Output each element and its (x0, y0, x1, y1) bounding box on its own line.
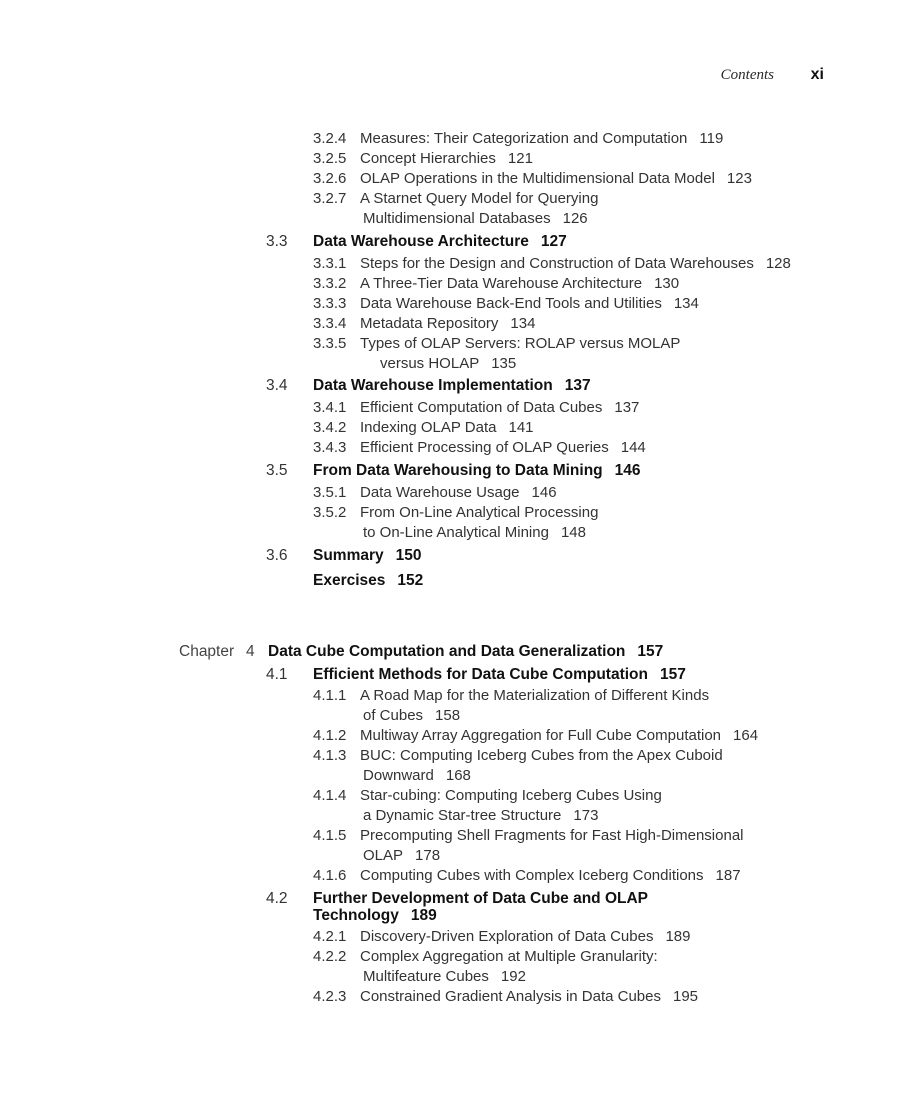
toc-entry-number: 3.4.1 (313, 399, 347, 416)
toc-entry-title: Discovery-Driven Exploration of Data Cubes (360, 928, 654, 945)
toc-entry-title: Data Warehouse Usage (360, 484, 520, 501)
toc-entry-title: Concept Hierarchies (360, 150, 496, 167)
toc-entry-page: 137 (614, 399, 640, 416)
toc-entry-number: 3.5.2 (313, 504, 347, 521)
toc-entry-number: 3.2.4 (313, 130, 347, 147)
toc-entry-title: Summary (313, 547, 384, 564)
toc-entry-page: 121 (507, 150, 533, 167)
toc-entry-number: 3.2.6 (313, 170, 347, 187)
toc-entry-title: Complex Aggregation at Multiple Granularity: (360, 948, 658, 965)
toc-entry-title-cont: Technology (313, 907, 399, 924)
toc-entry-title-cont: a Dynamic Star-tree Structure (363, 807, 562, 824)
toc-entry-number: 4.1.4 (313, 787, 347, 804)
toc-entry-number: 4.1.2 (313, 727, 347, 744)
chapter-label: Chapter (179, 643, 235, 660)
toc-entry-number: 3.2.7 (313, 190, 347, 207)
toc-entry-page: 119 (699, 130, 724, 147)
toc-entry-title-cont: Multidimensional Databases (363, 210, 551, 227)
toc-entry-number: 4.1.6 (313, 867, 347, 884)
toc-entry-page: 127 (540, 233, 567, 250)
toc-entry-number: 3.4.2 (313, 419, 347, 436)
toc-entry-page: 146 (614, 462, 641, 479)
toc-entry-page: 164 (733, 727, 759, 744)
toc-entry-title: Measures: Their Categorization and Computation (360, 130, 688, 147)
toc-entry-number: 4.2.1 (313, 928, 347, 945)
toc-entry-title: A Road Map for the Materialization of Different Kinds (360, 687, 710, 704)
toc-entry-title: Data Warehouse Implementation (313, 377, 553, 394)
toc-entry-title: Further Development of Data Cube and OLAP (313, 890, 649, 907)
toc-entry-page: 157 (659, 666, 686, 683)
toc-entry-title-cont: OLAP (363, 847, 404, 864)
toc-entry-number: 3.3.2 (313, 275, 347, 292)
toc-entry-number: 3.3.4 (313, 315, 347, 332)
toc-entry-page: 192 (500, 968, 526, 985)
toc-entry-number: 3.4.3 (313, 439, 347, 456)
toc-entry-number: 3.5.1 (313, 484, 347, 501)
toc-entry-page: 128 (765, 255, 791, 272)
toc-entry-number: 4.2 (266, 890, 288, 907)
toc-entry-page: 173 (573, 807, 599, 824)
toc-entry-page: 158 (435, 707, 461, 724)
running-head (0, 67, 900, 87)
toc-entry-number: 3.3.5 (313, 335, 347, 352)
toc-entry-page: 144 (620, 439, 646, 456)
toc-entry-number: 4.1.3 (313, 747, 347, 764)
toc-entry-number: 3.5 (266, 462, 288, 479)
toc-entry-title: Indexing OLAP Data (360, 419, 497, 436)
toc-entry-page: 134 (510, 315, 536, 332)
toc-entry-title: Steps for the Design and Construction of Data Warehouses (360, 255, 754, 272)
toc-entry-number: 4.1.1 (313, 687, 347, 704)
toc-entry-title: Metadata Repository (360, 315, 499, 332)
toc-entry-title: Efficient Processing of OLAP Queries (360, 439, 609, 456)
toc-entry-title: A Starnet Query Model for Querying (360, 190, 599, 207)
toc-entry-page: 150 (395, 547, 422, 564)
toc-entry-page: 195 (673, 988, 699, 1005)
toc-entry-page: 146 (531, 484, 557, 501)
toc-entry-title: Types of OLAP Servers: ROLAP versus MOLAP (360, 335, 681, 352)
page-number: xi (810, 66, 824, 83)
toc-entry-number: 3.3.3 (313, 295, 347, 312)
toc-entry-number: 4.2.3 (313, 988, 347, 1005)
toc-entry-title: Data Warehouse Architecture (313, 233, 529, 250)
toc-entry-number: 4.1.5 (313, 827, 347, 844)
toc-entry-page: 130 (654, 275, 680, 292)
toc-entry-title-cont: versus HOLAP (380, 355, 480, 372)
toc-entry-title: OLAP Operations in the Multidimensional Data Model (360, 170, 715, 187)
toc-entry-title: BUC: Computing Iceberg Cubes from the Apex Cuboid (360, 747, 723, 764)
toc-entry-page: 189 (410, 907, 437, 924)
toc-entry-page: 152 (397, 572, 424, 589)
toc-entry-title: Computing Cubes with Complex Iceberg Conditions (360, 867, 704, 884)
toc-entry-title: Exercises (313, 572, 386, 589)
toc-entry-number: 3.4 (266, 377, 288, 394)
toc-entry-page: 135 (491, 355, 517, 372)
toc-entry-number: 4.1 (266, 666, 288, 683)
toc-entry-number: 3.2.5 (313, 150, 347, 167)
toc-entry-page: 148 (560, 524, 586, 541)
toc-entry-number: 3.6 (266, 547, 288, 564)
toc-entry-title: Data Cube Computation and Data Generalization (268, 643, 626, 660)
toc-entry-page: 178 (415, 847, 441, 864)
running-head-title: Contents (720, 67, 774, 83)
toc-entry-title: Data Warehouse Back-End Tools and Utilities (360, 295, 662, 312)
toc-entry-number: 3.3 (266, 233, 288, 250)
toc-entry-title: Multiway Array Aggregation for Full Cube Computation (360, 727, 722, 744)
toc-entry-page: 134 (673, 295, 699, 312)
toc-entry-title: Efficient Methods for Data Cube Computation (313, 666, 648, 683)
toc-entry-page: 189 (665, 928, 691, 945)
toc-entry-page: 137 (564, 377, 591, 394)
toc-entry-title: Precomputing Shell Fragments for Fast High-Dimensional (360, 827, 744, 844)
chapter-number: 4 (246, 643, 255, 660)
toc-entry-number: 4.2.2 (313, 948, 347, 965)
toc-entry-page: 123 (726, 170, 752, 187)
toc-entry-title-cont: Downward (363, 767, 434, 784)
toc-entry-title: Constrained Gradient Analysis in Data Cubes (360, 988, 661, 1005)
toc-entry-page: 157 (637, 643, 664, 660)
toc-entry-title: From Data Warehousing to Data Mining (313, 462, 603, 479)
toc-entry-title: From On-Line Analytical Processing (360, 504, 599, 521)
toc-entry-title: Efficient Computation of Data Cubes (360, 399, 603, 416)
toc-entry-page: 126 (562, 210, 588, 227)
toc-entry-title: Star-cubing: Computing Iceberg Cubes Using (360, 787, 662, 804)
toc-entry-title-cont: to On-Line Analytical Mining (363, 524, 549, 541)
toc-entry-title-cont: of Cubes (363, 707, 424, 724)
toc-entry-page: 187 (715, 867, 741, 884)
toc-entry-page: 168 (445, 767, 471, 784)
toc-entry-number: 3.3.1 (313, 255, 347, 272)
toc-entry-page: 141 (508, 419, 534, 436)
toc-entry-title: A Three-Tier Data Warehouse Architecture (360, 275, 643, 292)
toc-entry-title-cont: Multifeature Cubes (363, 968, 489, 985)
